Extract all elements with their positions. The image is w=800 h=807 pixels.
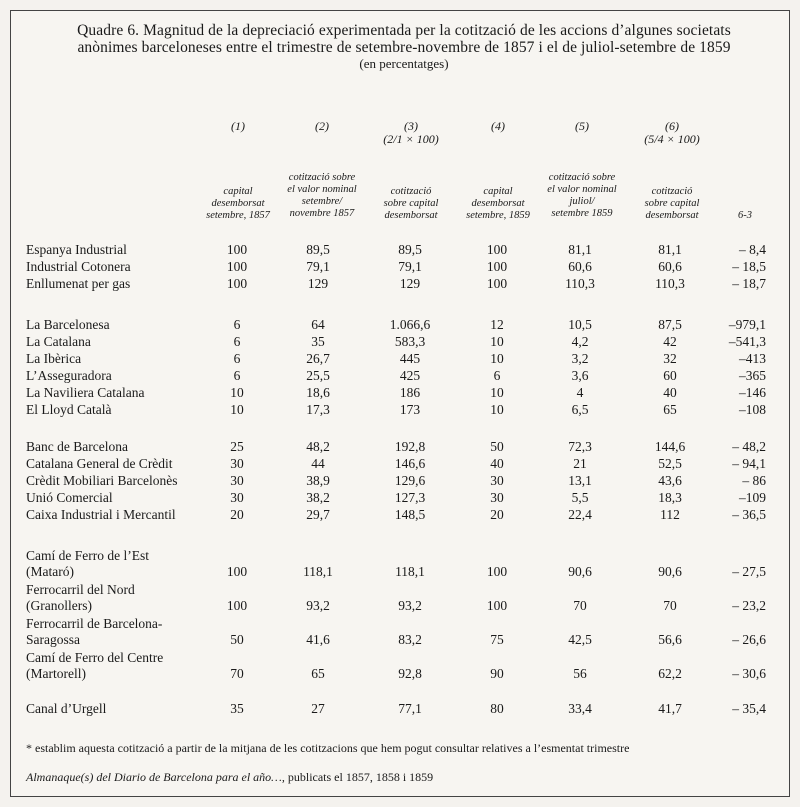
cell-c3: 93,2 xyxy=(398,598,422,613)
cell-c2: 118,1 xyxy=(303,564,333,579)
cell-c2: 27 xyxy=(311,701,325,716)
table-row xyxy=(0,455,800,472)
cell-c4: 90 xyxy=(490,666,504,681)
cell-c2: 26,7 xyxy=(306,351,330,366)
cell-c5: 70 xyxy=(573,598,587,613)
cell-c1: 6 xyxy=(233,317,241,332)
table-row xyxy=(0,275,800,292)
cell-c5: 72,3 xyxy=(568,439,592,454)
cell-c1: 100 xyxy=(226,276,248,291)
table-title xyxy=(14,22,794,71)
col-num-2: (2) xyxy=(315,119,329,133)
source-title: Almanaque(s) del Diario de Barcelona para el año…, xyxy=(26,770,285,784)
cell-c1: 70 xyxy=(230,666,244,681)
cell-c4: 10 xyxy=(490,385,504,400)
cell-c4: 40 xyxy=(490,456,504,471)
row-label: Camí de Ferro de l’Est xyxy=(26,548,149,563)
col-header-4: capital desemborsat setembre, 1859 xyxy=(466,186,530,221)
cell-c4: 75 xyxy=(490,632,504,647)
cell-c1: 10 xyxy=(230,385,244,400)
cell-c4: 10 xyxy=(490,402,504,417)
row-label: La Ibèrica xyxy=(26,351,82,366)
cell-c3: 77,1 xyxy=(398,701,422,716)
cell-c7: – 27,5 xyxy=(732,564,766,579)
table-row xyxy=(0,615,800,632)
row-label: Camí de Ferro del Centre xyxy=(26,650,164,665)
table-row xyxy=(0,367,800,384)
source-note xyxy=(26,770,433,785)
cell-c1: 100 xyxy=(226,564,248,579)
cell-c2: 64 xyxy=(311,317,325,332)
cell-c6: 52,5 xyxy=(658,456,682,471)
cell-c7: – 30,6 xyxy=(732,666,766,681)
cell-c3: 129 xyxy=(399,276,421,291)
row-label: Industrial Cotonera xyxy=(26,259,131,274)
row-label: El Lloyd Català xyxy=(26,402,112,417)
cell-c4: 100 xyxy=(486,564,508,579)
source-rest: publicats el 1857, 1858 i 1859 xyxy=(284,770,434,784)
cell-c4: 100 xyxy=(486,598,508,613)
cell-c1: 30 xyxy=(230,473,244,488)
cell-c3: 92,8 xyxy=(398,666,422,681)
cell-c2: 38,9 xyxy=(306,473,330,488)
cell-c2: 89,5 xyxy=(306,242,330,257)
cell-c5: 5,5 xyxy=(571,490,589,505)
cell-c6: 18,3 xyxy=(658,490,682,505)
cell-c7: – 18,5 xyxy=(732,259,766,274)
cell-c1: 50 xyxy=(230,632,244,647)
cell-c7: – 48,2 xyxy=(732,439,766,454)
cell-c2: 129 xyxy=(307,276,329,291)
cell-c1: 6 xyxy=(233,351,241,366)
table-row xyxy=(0,665,800,682)
cell-c1: 100 xyxy=(226,242,248,257)
cell-c5: 21 xyxy=(573,456,587,471)
cell-c7: – 23,2 xyxy=(732,598,766,613)
cell-c2: 35 xyxy=(311,334,325,349)
cell-c1: 6 xyxy=(233,334,241,349)
cell-c3: 425 xyxy=(399,368,421,383)
table-row xyxy=(0,506,800,523)
col-header-2: cotització sobre el valor nominal setembre/ novembre 1857 xyxy=(287,172,357,219)
cell-c4: 6 xyxy=(493,368,501,383)
cell-c7: –108 xyxy=(739,402,766,417)
cell-c5: 33,4 xyxy=(568,701,592,716)
cell-c3: 83,2 xyxy=(398,632,422,647)
table-row xyxy=(0,316,800,333)
row-label: Caixa Industrial i Mercantil xyxy=(26,507,176,522)
footnote: * establim aquesta cotització a partir de la mitjana de les cotitzacions que hem pogut consultar relatives a l’esmentat trimestre xyxy=(26,741,630,755)
col-header-6: cotització sobre capital desemborsat xyxy=(644,186,700,221)
title-units: (en percentatges) xyxy=(359,56,449,71)
cell-c2: 93,2 xyxy=(306,598,330,613)
row-label: La Naviliera Catalana xyxy=(26,385,145,400)
cell-c2: 44 xyxy=(311,456,325,471)
cell-c5: 60,6 xyxy=(568,259,592,274)
cell-c4: 100 xyxy=(486,242,508,257)
cell-c7: – 26,6 xyxy=(732,632,766,647)
row-label: Enllumenat per gas xyxy=(26,276,131,291)
row-label: Ferrocarril del Nord xyxy=(26,582,135,597)
cell-c7: –109 xyxy=(739,490,766,505)
cell-c2: 48,2 xyxy=(306,439,330,454)
col-header-7: 6-3 xyxy=(738,210,752,221)
cell-c7: – 94,1 xyxy=(732,456,766,471)
cell-c1: 10 xyxy=(230,402,244,417)
cell-c6: 56,6 xyxy=(658,632,682,647)
cell-c6: 40 xyxy=(663,385,677,400)
cell-c6: 81,1 xyxy=(658,242,682,257)
cell-c5: 6,5 xyxy=(571,402,589,417)
table-row xyxy=(0,401,800,418)
title-line-2: anònimes barceloneses entre el trimestre de setembre-novembre de 1857 i el de juliol-setembre de 1859 xyxy=(77,39,731,56)
cell-c6: 87,5 xyxy=(658,317,682,332)
row-label: La Barcelonesa xyxy=(26,317,110,332)
cell-c1: 100 xyxy=(226,259,248,274)
cell-c6: 41,7 xyxy=(658,701,682,716)
col-formula-3: (2/1 × 100) xyxy=(383,132,439,146)
cell-c3: 118,1 xyxy=(395,564,425,579)
cell-c3: 186 xyxy=(399,385,421,400)
cell-c1: 20 xyxy=(230,507,244,522)
cell-c3: 127,3 xyxy=(394,490,426,505)
table-row xyxy=(0,547,800,564)
col-formula-6: (5/4 × 100) xyxy=(644,132,700,146)
cell-c1: 30 xyxy=(230,490,244,505)
table-row xyxy=(0,333,800,350)
row-label: Unió Comercial xyxy=(26,490,113,505)
cell-c3: 583,3 xyxy=(394,334,426,349)
cell-c3: 148,5 xyxy=(394,507,426,522)
table-row xyxy=(0,350,800,367)
cell-c4: 10 xyxy=(490,351,504,366)
cell-c5: 3,6 xyxy=(571,368,589,383)
row-label: Crèdit Mobiliari Barcelonès xyxy=(26,473,178,488)
cell-c6: 42 xyxy=(663,334,677,349)
cell-c3: 146,6 xyxy=(394,456,426,471)
cell-c3: 89,5 xyxy=(398,242,422,257)
cell-c7: – 86 xyxy=(742,473,766,488)
cell-c3: 445 xyxy=(399,351,421,366)
row-label: La Catalana xyxy=(26,334,91,349)
cell-c1: 6 xyxy=(233,368,241,383)
cell-c7: – 18,7 xyxy=(732,276,766,291)
cell-c2: 65 xyxy=(311,666,325,681)
cell-c2: 41,6 xyxy=(306,632,330,647)
row-label: (Mataró) xyxy=(26,564,74,579)
row-label: Espanya Industrial xyxy=(26,242,127,257)
cell-c2: 38,2 xyxy=(306,490,330,505)
cell-c5: 3,2 xyxy=(571,351,589,366)
cell-c5: 10,5 xyxy=(568,317,592,332)
table-row xyxy=(0,384,800,401)
cell-c4: 80 xyxy=(490,701,504,716)
col-num-5: (5) xyxy=(575,119,589,133)
cell-c2: 25,5 xyxy=(306,368,330,383)
cell-c4: 10 xyxy=(490,334,504,349)
col-num-6: (6) xyxy=(665,119,679,133)
cell-c7: –146 xyxy=(739,385,766,400)
col-header-1: capital desemborsat setembre, 1857 xyxy=(206,186,270,221)
table-row xyxy=(0,241,800,258)
table-row xyxy=(0,649,800,666)
cell-c3: 192,8 xyxy=(394,439,426,454)
row-label: Canal d’Urgell xyxy=(26,701,107,716)
row-label: Ferrocarril de Barcelona- xyxy=(26,616,163,631)
row-label: (Granollers) xyxy=(26,598,92,613)
cell-c5: 110,3 xyxy=(565,276,595,291)
cell-c4: 30 xyxy=(490,473,504,488)
cell-c3: 79,1 xyxy=(398,259,422,274)
cell-c5: 4,2 xyxy=(571,334,589,349)
cell-c4: 30 xyxy=(490,490,504,505)
cell-c6: 70 xyxy=(663,598,677,613)
table-row xyxy=(0,700,800,717)
cell-c6: 32 xyxy=(663,351,677,366)
table-row xyxy=(0,472,800,489)
cell-c7: –413 xyxy=(739,351,766,366)
cell-c3: 1.066,6 xyxy=(389,317,431,332)
row-label: L’Asseguradora xyxy=(26,368,112,383)
cell-c3: 129,6 xyxy=(394,473,426,488)
row-label: Saragossa xyxy=(26,632,80,647)
table-row xyxy=(0,438,800,455)
table-row xyxy=(0,489,800,506)
table-row xyxy=(0,581,800,598)
row-label: (Martorell) xyxy=(26,666,86,681)
cell-c6: 90,6 xyxy=(658,564,682,579)
cell-c4: 20 xyxy=(490,507,504,522)
cell-c5: 4 xyxy=(576,385,584,400)
table-row xyxy=(0,258,800,275)
col-num-1: (1) xyxy=(231,119,245,133)
cell-c4: 12 xyxy=(490,317,504,332)
cell-c2: 17,3 xyxy=(306,402,330,417)
cell-c1: 35 xyxy=(230,701,244,716)
cell-c5: 56 xyxy=(573,666,587,681)
table-row xyxy=(0,597,800,614)
cell-c4: 100 xyxy=(486,276,508,291)
cell-c4: 50 xyxy=(490,439,504,454)
row-label: Banc de Barcelona xyxy=(26,439,128,454)
cell-c6: 112 xyxy=(660,507,680,522)
cell-c5: 42,5 xyxy=(568,632,592,647)
cell-c2: 29,7 xyxy=(306,507,330,522)
cell-c6: 110,3 xyxy=(655,276,685,291)
title-line-1: Quadre 6. Magnitud de la depreciació experimentada per la cotització de les accions d’algunes societats xyxy=(77,22,731,39)
cell-c7: –541,3 xyxy=(728,334,766,349)
cell-c6: 62,2 xyxy=(658,666,682,681)
cell-c7: –365 xyxy=(739,368,766,383)
col-num-4: (4) xyxy=(491,119,505,133)
cell-c7: – 8,4 xyxy=(739,242,766,257)
cell-c6: 60 xyxy=(663,368,677,383)
cell-c5: 22,4 xyxy=(568,507,592,522)
cell-c5: 90,6 xyxy=(568,564,592,579)
cell-c4: 100 xyxy=(486,259,508,274)
table-row xyxy=(0,563,800,580)
cell-c7: –979,1 xyxy=(728,317,766,332)
cell-c3: 173 xyxy=(399,402,421,417)
cell-c7: – 35,4 xyxy=(732,701,766,716)
col-num-3: (3) xyxy=(404,119,418,133)
cell-c6: 144,6 xyxy=(654,439,686,454)
col-header-5: cotització sobre el valor nominal juliol/ setembre 1859 xyxy=(547,172,617,219)
cell-c7: – 36,5 xyxy=(732,507,766,522)
cell-c5: 81,1 xyxy=(568,242,592,257)
cell-c2: 18,6 xyxy=(306,385,330,400)
cell-c6: 60,6 xyxy=(658,259,682,274)
cell-c1: 25 xyxy=(230,439,244,454)
cell-c1: 30 xyxy=(230,456,244,471)
row-label: Catalana General de Crèdit xyxy=(26,456,173,471)
cell-c6: 65 xyxy=(663,402,677,417)
cell-c1: 100 xyxy=(226,598,248,613)
col-header-3: cotització sobre capital desemborsat xyxy=(383,186,439,221)
cell-c6: 43,6 xyxy=(658,473,682,488)
cell-c2: 79,1 xyxy=(306,259,330,274)
cell-c5: 13,1 xyxy=(568,473,592,488)
table-row xyxy=(0,631,800,648)
